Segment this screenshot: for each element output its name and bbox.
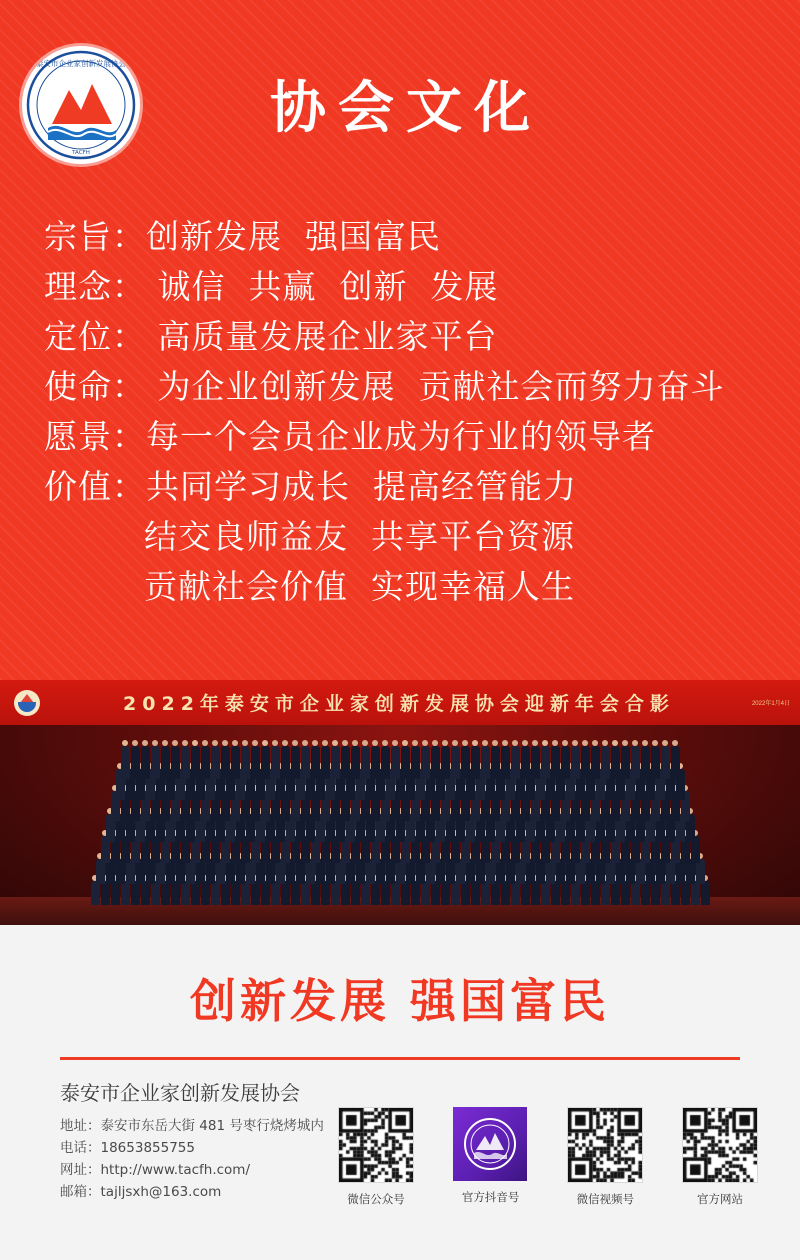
culture-line: 宗旨：创新发展 强国富民	[44, 217, 441, 256]
qr-item[interactable]	[682, 1107, 758, 1207]
qr-code-icon	[338, 1107, 414, 1183]
culture-line: 愿景：每一个会员企业成为行业的领导者	[44, 417, 656, 456]
crowd-person	[521, 746, 530, 779]
culture-line: 结交良师益友 共享平台资源	[144, 517, 575, 556]
crowd-person	[211, 746, 220, 779]
crowd-person	[331, 746, 340, 779]
crowd-person	[231, 746, 240, 779]
crowd-person	[541, 746, 550, 779]
crowd-person	[141, 746, 150, 779]
crowd-person	[591, 746, 600, 779]
crowd-person	[151, 746, 160, 779]
crowd-person	[201, 746, 210, 779]
crowd-person	[661, 746, 670, 779]
organization-name: 泰安市企业家创新发展协会	[60, 1081, 300, 1105]
crowd-person	[411, 746, 420, 779]
crowd-person	[511, 746, 520, 779]
crowd-person	[291, 746, 300, 779]
crowd-person	[461, 746, 470, 779]
qr-code-group	[338, 1107, 758, 1207]
crowd-person	[551, 746, 560, 779]
page-title: 协会文化	[270, 76, 542, 141]
contact-phone: 电话：18653855755	[60, 1140, 195, 1156]
douyin-logo-icon	[453, 1107, 527, 1181]
crowd-person	[391, 746, 400, 779]
crowd-person	[621, 746, 630, 779]
group-photo	[0, 680, 800, 925]
crowd-person	[431, 746, 440, 779]
crowd-person	[601, 746, 610, 779]
footer-divider	[60, 1057, 740, 1060]
crowd-person	[581, 746, 590, 779]
contact-address: 地址：泰安市东岳大街 481 号枣行烧烤城内	[60, 1118, 324, 1134]
crowd-person	[361, 746, 370, 779]
crowd-person	[251, 746, 260, 779]
group-photo-banner	[0, 680, 800, 725]
crowd-person	[471, 746, 480, 779]
qr-code-icon	[682, 1107, 758, 1183]
crowd-person	[671, 746, 680, 779]
crowd-person	[121, 746, 130, 779]
crowd-person	[501, 746, 510, 779]
qr-item[interactable]	[338, 1107, 414, 1207]
crowd-person	[441, 746, 450, 779]
crowd-person	[261, 746, 270, 779]
culture-line: 使命： 为企业创新发展 贡献社会而努力奋斗	[44, 367, 725, 406]
crowd-person	[571, 746, 580, 779]
crowd-person	[241, 746, 250, 779]
contact-block	[60, 1115, 360, 1203]
crowd-person	[181, 746, 190, 779]
contact-email: 邮箱：tajljsxh@163.com	[60, 1184, 222, 1200]
crowd-person	[531, 746, 540, 779]
crowd-person	[321, 746, 330, 779]
footer-panel	[0, 925, 800, 1260]
footer-slogan: 创新发展 强国富民	[189, 974, 610, 1028]
svg-text:TACFH: TACFH	[72, 150, 90, 156]
crowd-person	[281, 746, 290, 779]
qr-caption: 微信公众号	[347, 1192, 405, 1206]
crowd-person	[561, 746, 570, 779]
crowd-person	[481, 746, 490, 779]
crowd-person	[171, 746, 180, 779]
qr-caption: 官方网站	[696, 1192, 743, 1206]
crowd-person	[641, 746, 650, 779]
svg-text:泰安市企业家创新发展协会: 泰安市企业家创新发展协会	[36, 59, 126, 68]
crowd-person	[631, 746, 640, 779]
crowd-person	[341, 746, 350, 779]
culture-list	[44, 212, 784, 612]
culture-line: 定位： 高质量发展企业家平台	[44, 317, 498, 356]
crowd-row	[0, 746, 800, 781]
crowd-person	[161, 746, 170, 779]
poster-header	[0, 42, 800, 162]
crowd-image	[0, 725, 800, 925]
crowd-person	[381, 746, 390, 779]
crowd-person	[351, 746, 360, 779]
crowd-person	[221, 746, 230, 779]
crowd-person	[421, 746, 430, 779]
crowd-person	[311, 746, 320, 779]
qr-caption: 微信视频号	[576, 1192, 635, 1206]
qr-item[interactable]	[453, 1107, 529, 1207]
crowd-person	[131, 746, 140, 779]
crowd-person	[371, 746, 380, 779]
group-photo-date: 2022年1月4日	[751, 701, 790, 707]
qr-caption: 官方抖音号	[461, 1190, 520, 1204]
culture-line: 价值：共同学习成长 提高经管能力	[44, 467, 577, 506]
crowd-person	[611, 746, 620, 779]
qr-code-icon	[567, 1107, 643, 1183]
qr-item[interactable]	[567, 1107, 643, 1207]
contact-website: 网址：http://www.tacfh.com/	[60, 1162, 251, 1178]
crowd-person	[401, 746, 410, 779]
crowd-person	[271, 746, 280, 779]
culture-line: 理念： 诚信 共赢 创新 发展	[44, 267, 499, 306]
association-emblem-icon	[14, 690, 40, 716]
crowd-person	[451, 746, 460, 779]
crowd-rows	[0, 725, 800, 925]
culture-line: 贡献社会价值 实现幸福人生	[144, 567, 575, 606]
crowd-person	[191, 746, 200, 779]
group-photo-banner-text: 2022年泰安市企业家创新发展协会迎新年会合影	[123, 693, 675, 715]
crowd-person	[491, 746, 500, 779]
crowd-person	[301, 746, 310, 779]
crowd-person	[651, 746, 660, 779]
